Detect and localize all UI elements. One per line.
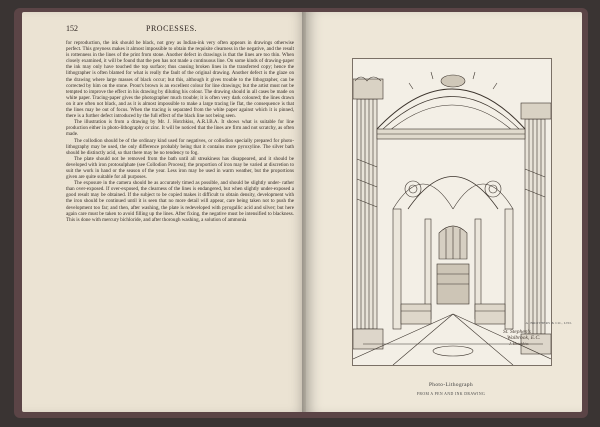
inscription-line: Walbrook, E.C. <box>507 335 541 341</box>
inscription-line: J. Hotchkiss <box>509 341 529 346</box>
left-page <box>22 12 306 412</box>
plate-caption: Photo-Lithograph <box>428 382 474 388</box>
right-page <box>306 12 582 412</box>
church-interior-drawing <box>353 59 551 365</box>
inscription-line: St. Stephen's <box>503 329 531 335</box>
paragraph: The exposure in the camera should be as accurately timed as possible, and should be slightly under- rather than over-exposed. If over-exposed, the clearness of the lines is endangered, but when slightly under-exposed a good result may be obtained. If the subject to be copied makes it difficult to obtain density, development with the iron should be continued until it is seen that no more detail will appear, care being taken not to push the development too far; and then, after washing, the plate is redeveloped with pyrogallic acid and silver; but here again care must be taken to avoid filling up the lines. After fixing, the negative must be intensified to blackness. This is done with mercury bichloride, and after thorough washing, a solution of ammonia <box>66 180 294 223</box>
paragraph: The illustration is from a drawing by Mr. J. Hotchkiss, A.R.I.B.A. It shows what is suitable for line production either in photo-lithography or zinc. It will be noticed that the lines are firm and not scratchy, as often made. <box>66 119 294 138</box>
drawing-inscription <box>503 329 553 347</box>
paragraph: for reproduction, the ink should be black, not grey as Indian-ink very often appears in drawings otherwise perfect. This greyness makes it almost impossible to obtain the requisite clearness in the negative, and the result is rottenness in the lines of the print from stone. Another defect in drawings is that the lines are too thin. When closely examined, it will be found that the pen has not made a continuous line. On some kinds of drawing-paper the ink may only have touched the top surface; thus causing broken lines in the transferred copy; hence the lithographer is often blamed for what is really the fault of the original drawing. Another defect is the glaze on the drawing where large masses of black occur; but this, although it gives trouble to the lithographer, can be corrected by him on the stone. Prout's brown is an excellent colour for line drawings; but the artist must not be tempted to improve the effect in his drawing by diluting his colour. The drawing should in all cases be made on white paper. Tracing-paper gives the photographer much trouble; it is often very dark coloured; the lines drawn on it are often not black, and as it is almost impossible to make a large tracing lie flat, the consequence is that the lines may be out of focus. When the tracing is separated from the white paper against which it is pinned, there is a further defect introduced by the full effect of the black line not being seen. <box>66 40 294 120</box>
plate-subcaption: FROM A PEN AND INK DRAWING <box>416 392 486 396</box>
running-head <box>66 24 294 36</box>
body-text <box>66 40 294 408</box>
running-title: PROCESSES. <box>146 24 198 33</box>
page-number: 152 <box>66 24 78 33</box>
paragraph: The plate should not be removed from the bath until all streakiness has disappeared, and it should be developed with iron protosulphate (see Collodion Process); the proportion of iron may be varied at discretion to suit the work in hand or the season of the year. Less iron may be used in warm weather, but the proportions given are quite suitable for all purposes. <box>66 155 294 181</box>
paragraph: The collodion should be of the ordinary kind used for negatives, or collodion specially prepared for photo-lithography may be used, the only difference probably being that it contains more pyroxyline. The silver bath should be distinctly acid, so that there may be no tendency to fog. <box>66 137 294 156</box>
printer-credit: A. BROTHERS & CO., LTD. <box>525 321 572 325</box>
photo-lithograph-plate <box>352 58 552 366</box>
